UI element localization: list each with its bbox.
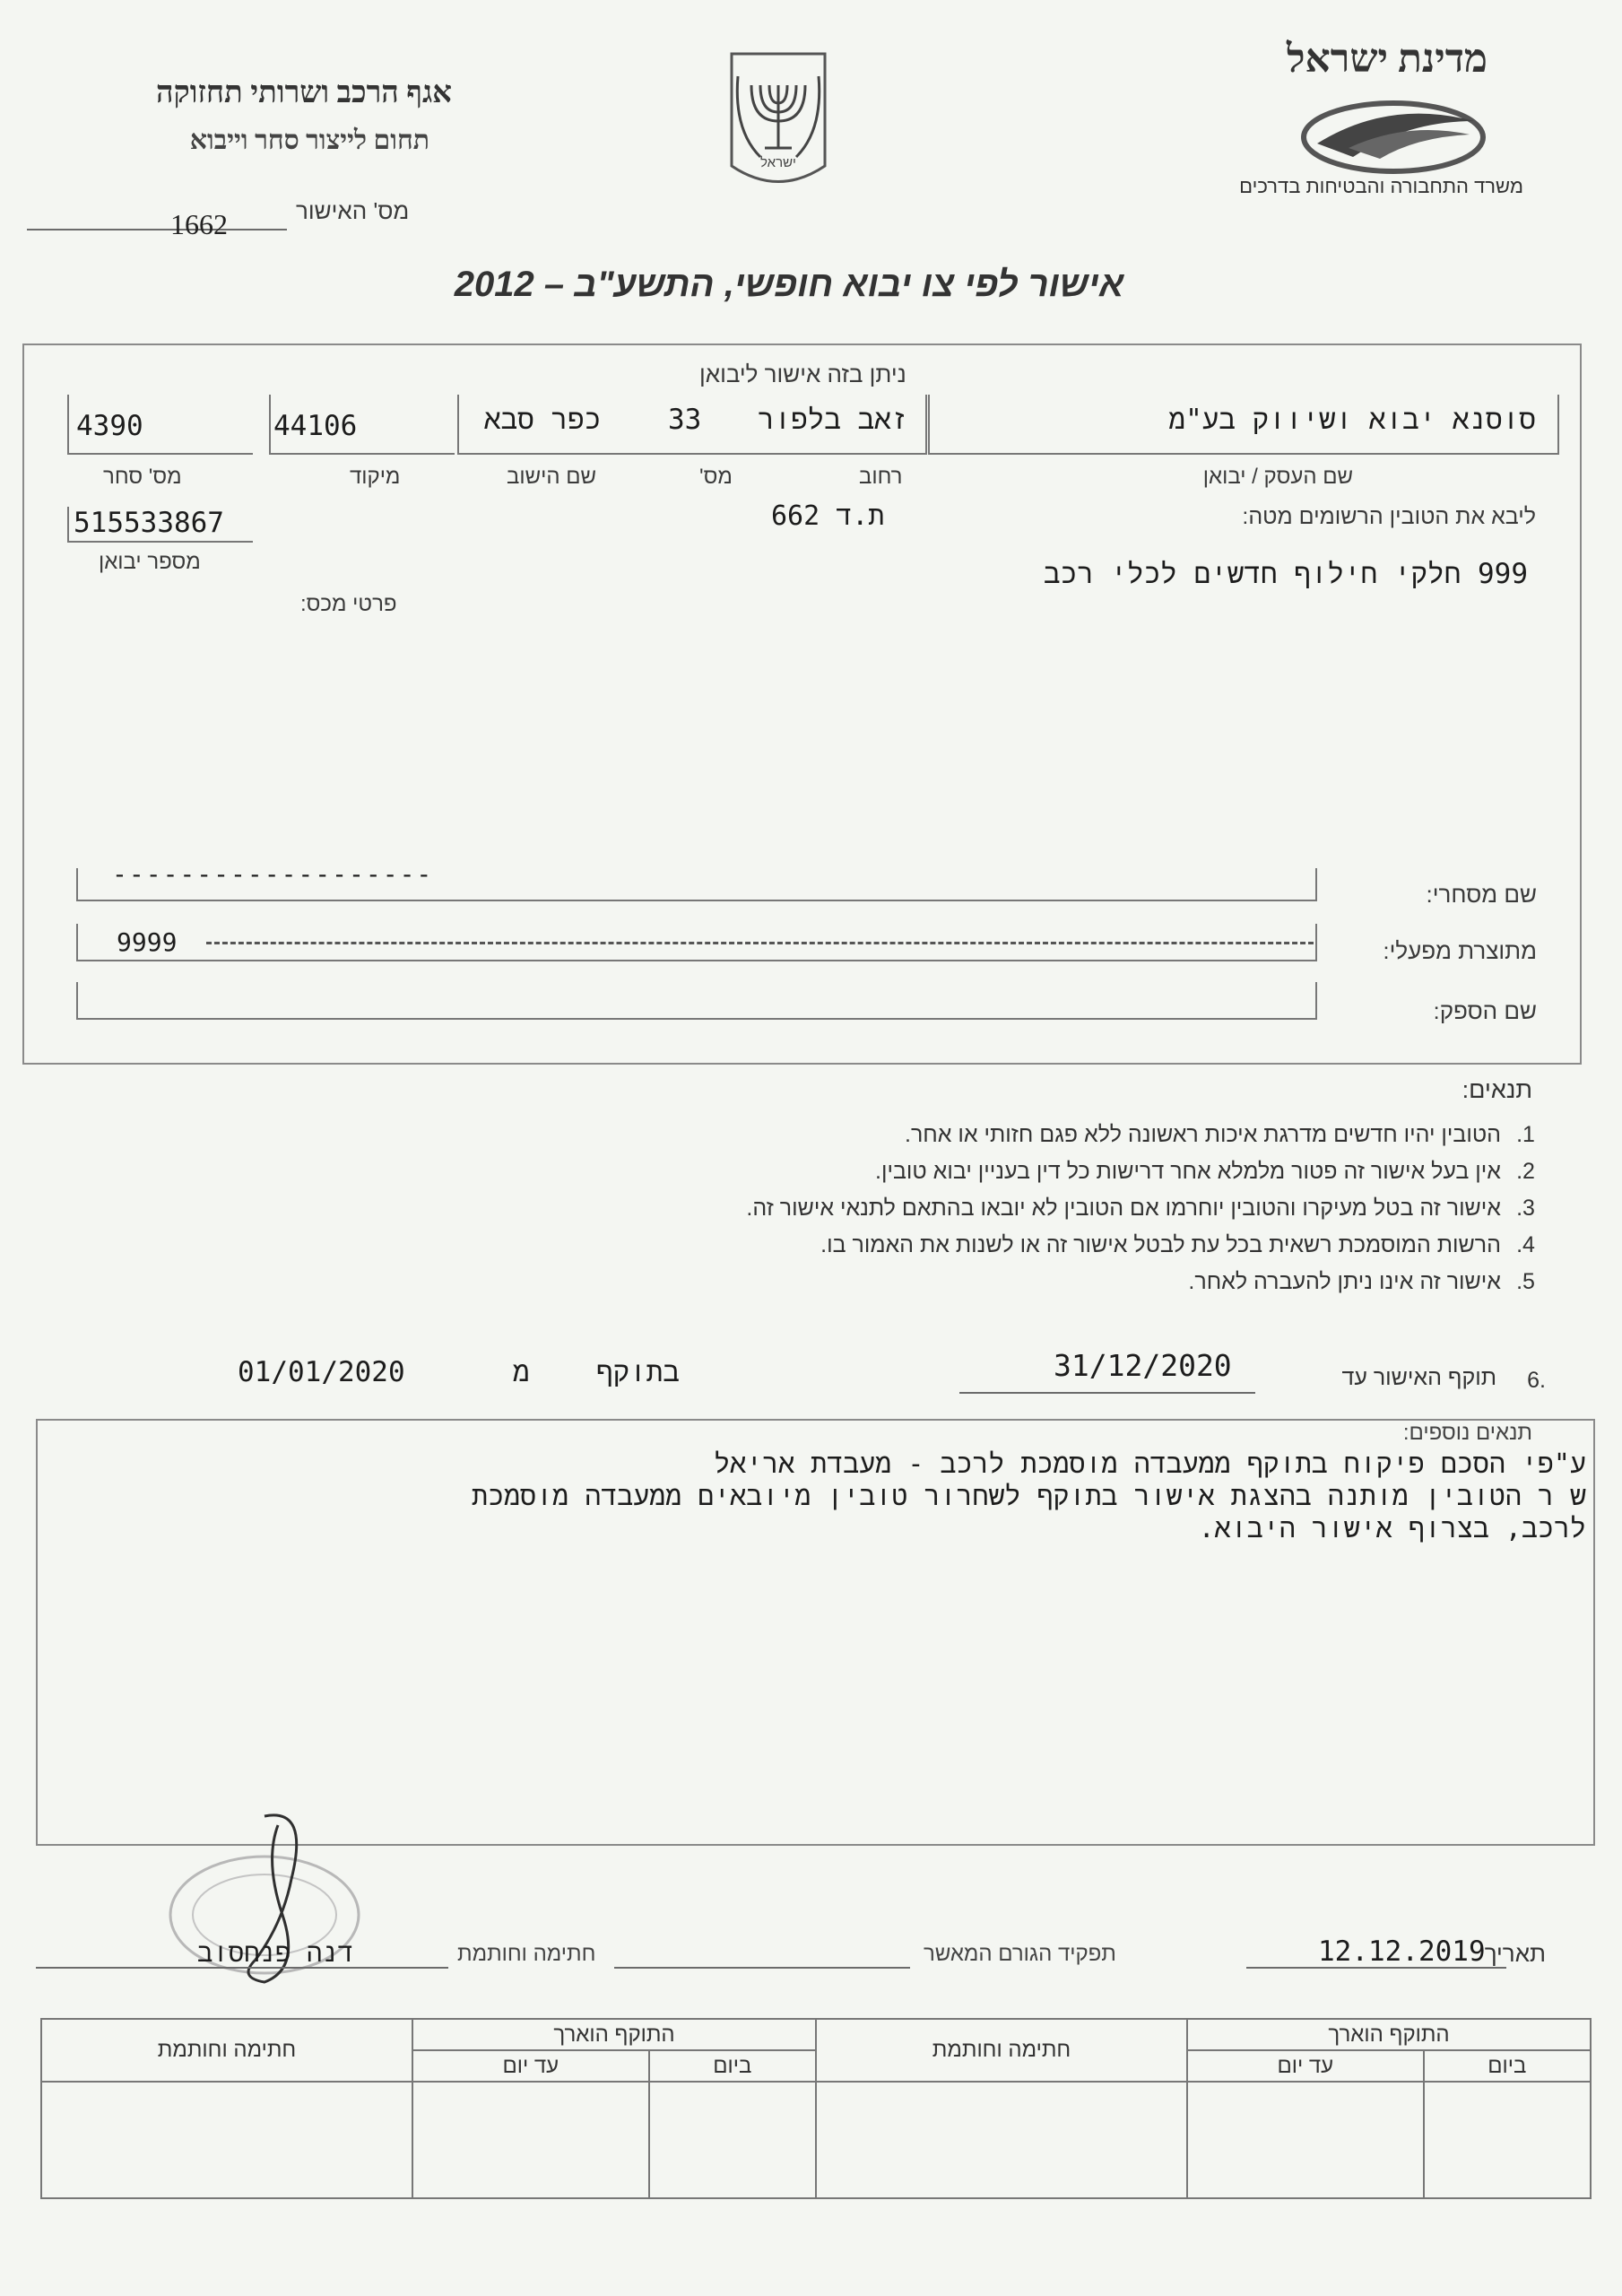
sign-label: חתימה וחותמת: [457, 1942, 596, 1966]
trade-number-value: 4390: [76, 410, 143, 442]
additional-line: ש ר הטובין מותנה בהצגת אישור בתוקף לשחרור טובין מיובאים ממעבדה מוסמכת: [472, 1481, 1586, 1512]
additional-conditions-text: [178, 1448, 1586, 1545]
additional-line: ע"פי הסכם פיקוח בתוקף ממעבדה מוסמכת לרכב - מעבדת אריאל: [714, 1448, 1586, 1480]
condition-number: 5.: [1516, 1269, 1535, 1294]
date-label: תאריך: [1484, 1940, 1546, 1967]
street-value: זאב בלפור: [758, 404, 908, 436]
trade-label: מס' סחר: [103, 465, 182, 489]
city-label: שם הישוב: [507, 465, 597, 489]
state-name: מדינת ישראל: [1286, 37, 1488, 81]
state-emblem: [724, 49, 832, 197]
menorah-emblem-icon: [724, 49, 832, 197]
approval-number-underline: [27, 229, 287, 230]
manufacturer-label: מתוצרת מפעלי:: [1383, 937, 1537, 964]
until-day-header: עד יום: [412, 2050, 649, 2082]
validity-until-underline: [959, 1392, 1255, 1394]
until-day-header: עד יום: [1187, 2050, 1424, 2082]
emblem-caption: ישראל: [760, 155, 796, 170]
trade-name-value: -------------------: [112, 859, 434, 889]
condition-item: [385, 1227, 1550, 1264]
number-label: מס': [699, 465, 733, 489]
extension-cell: [649, 2082, 816, 2198]
on-day-header: ביום: [1424, 2050, 1591, 2082]
ministry-name: משרד התחבורה והבטיחות בדרכים: [1239, 175, 1523, 197]
document-title: אישור לפי צו יבוא חופשי, התשע"ב – 2012: [454, 265, 1124, 304]
sign-header: חתימה וחותמת: [41, 2019, 412, 2082]
goods-intro-label: ליבא את הטובין הרשומים מטה:: [1242, 504, 1536, 529]
condition-text: הטובין יהיו חדשים מדרגת איכות ראשונה ללא פגם חזותי או אחר.: [905, 1122, 1501, 1147]
city-value: כפר סבא: [484, 404, 602, 436]
additional-conditions-heading: תנאים נוספים:: [1402, 1421, 1532, 1445]
zip-label: מיקוד: [350, 465, 401, 489]
department-name: אגף הרכב ושרותי תחזוקה: [155, 76, 452, 109]
signature-date: 12.12.2019: [1318, 1935, 1486, 1968]
extension-cell: [816, 2082, 1187, 2198]
validity-from-label: מ: [513, 1356, 530, 1388]
goods-description: 999 חלקי חילוף חדשים לכלי רכב: [1044, 558, 1528, 590]
approval-number-label: מס' האישור: [296, 197, 410, 224]
conditions-list: [385, 1117, 1550, 1300]
extension-cell: [1187, 2082, 1424, 2198]
validity-number: 6.: [1527, 1368, 1546, 1393]
extended-header: התוקף הוארך: [1187, 2019, 1591, 2050]
condition-text: הרשות המוסמכת רשאית בכל עת לבטל אישור זה או לשנות את האמור בו.: [820, 1232, 1501, 1257]
validity-until-label: תוקף האישור עד: [1341, 1365, 1496, 1390]
condition-item: [385, 1190, 1550, 1227]
customs-reference: ת.ד 662: [771, 500, 885, 532]
importer-number-label: מספר יבואן: [99, 550, 201, 574]
sign-header: חתימה וחותמת: [816, 2019, 1187, 2082]
signer-name: דנה פנחסוב: [197, 1937, 354, 1968]
on-day-header: ביום: [649, 2050, 816, 2082]
street-label: רחוב: [859, 465, 903, 489]
importer-number-value: 515533867: [74, 507, 224, 539]
ministry-logo: [1299, 94, 1488, 175]
validity-until-value: 31/12/2020: [1054, 1348, 1232, 1383]
manufacturer-field: [76, 924, 1317, 961]
business-name-value: סוסנא יבוא ושיווק בע"מ: [1168, 404, 1536, 436]
trade-name-label: שם מסחרי:: [1426, 881, 1537, 908]
extension-cell: [412, 2082, 649, 2198]
condition-text: אין בעל אישור זה פטור מלמלא אחר דרישות כל דין בעניין יבוא טובין.: [875, 1159, 1501, 1184]
house-number-value: 33: [668, 404, 702, 436]
conditions-heading: תנאים:: [1462, 1076, 1532, 1103]
supplier-label: שם הספק:: [1433, 997, 1537, 1024]
extended-header: התוקף הוארך: [412, 2019, 816, 2050]
extension-cell: [1424, 2082, 1591, 2198]
division-name: תחום לייצור סחר וייבוא: [189, 126, 429, 155]
manufacturer-value: 9999: [117, 927, 178, 957]
condition-number: 4.: [1516, 1232, 1535, 1257]
condition-item: [385, 1264, 1550, 1300]
condition-number: 3.: [1516, 1196, 1535, 1221]
condition-item: [385, 1153, 1550, 1190]
condition-number: 2.: [1516, 1159, 1535, 1184]
business-label: שם העסק / יבואן: [1202, 465, 1353, 489]
customs-label: פרטי מכס:: [300, 592, 397, 616]
extension-cell: [41, 2082, 412, 2198]
extension-table: [40, 2018, 1592, 2199]
zip-value: 44106: [273, 410, 358, 442]
role-label: תפקיד הגורם המאשר: [924, 1942, 1116, 1966]
condition-text: אישור זה בטל מעיקרו והטובין יוחרמו אם הטובין לא יובאו בהתאם לתנאי אישור זה.: [746, 1196, 1501, 1221]
additional-line: לרכב, בצרוף אישור היבוא.: [1198, 1513, 1586, 1544]
validity-from-value: 01/01/2020: [238, 1356, 405, 1388]
condition-item: [385, 1117, 1550, 1153]
form-intro: ניתן בזה אישור ליבואן: [699, 361, 906, 387]
role-underline: [614, 1967, 910, 1969]
supplier-field: [76, 982, 1317, 1020]
condition-text: אישור זה אינו ניתן להעברה לאחר.: [1188, 1269, 1501, 1294]
approval-number-value: 1662: [170, 208, 228, 240]
condition-number: 1.: [1516, 1122, 1535, 1147]
validity-valid-label: בתוקף: [596, 1356, 681, 1388]
